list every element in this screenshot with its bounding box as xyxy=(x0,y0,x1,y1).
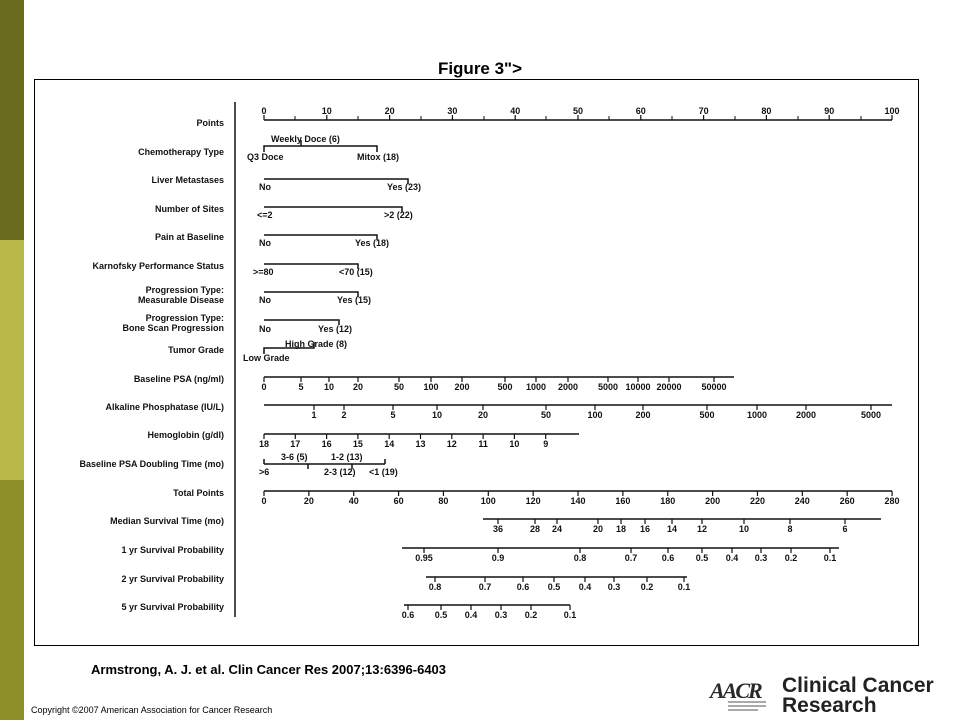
hgb-tick-label: 12 xyxy=(446,439,457,449)
scale-ticks xyxy=(259,106,900,620)
label-progression-measurable-1: Progression Type: xyxy=(145,285,224,295)
total-tick-label: 260 xyxy=(839,496,855,506)
yr1-tick-label: 0.2 xyxy=(784,553,798,563)
points-tick-label: 100 xyxy=(884,106,900,116)
points-tick-label: 40 xyxy=(510,106,521,116)
label-hemoglobin: Hemoglobin (g/dl) xyxy=(147,430,224,440)
points-tick-label: 10 xyxy=(321,106,332,116)
hgb-tick-label: 16 xyxy=(321,439,332,449)
label-5yr-survival: 5 yr Survival Probability xyxy=(121,602,224,612)
psa-tick-label: 200 xyxy=(454,382,470,392)
points-tick-label: 60 xyxy=(635,106,646,116)
psa-tick-label: 0 xyxy=(261,382,267,392)
psa-tick-label: 20 xyxy=(352,382,364,392)
yr5-tick-label: 0.1 xyxy=(563,610,577,620)
aacr-logo-icon xyxy=(708,674,770,718)
alk-tick-label: 200 xyxy=(635,410,651,420)
sites-gt2: >2 (22) xyxy=(384,210,413,220)
points-tick-label: 30 xyxy=(447,106,458,116)
alk-tick-label: 1000 xyxy=(746,410,768,420)
psa-tick-label: 5 xyxy=(298,382,304,392)
median-tick-label: 8 xyxy=(787,524,793,534)
yr2-tick-label: 0.8 xyxy=(428,582,442,592)
label-pain: Pain at Baseline xyxy=(154,232,224,242)
slide-title: Figure 3"> xyxy=(437,59,523,78)
total-tick-label: 40 xyxy=(348,496,359,506)
measurable-no: No xyxy=(259,295,271,305)
median-tick-label: 36 xyxy=(492,524,504,534)
label-total-points: Total Points xyxy=(173,488,224,498)
yr2-tick-label: 0.4 xyxy=(578,582,592,592)
alk-tick-label: 50 xyxy=(540,410,552,420)
copyright-notice: Copyright ©2007 American Association for Cancer Research xyxy=(31,705,273,715)
yr1-tick-label: 0.6 xyxy=(661,553,675,563)
total-tick-label: 80 xyxy=(438,496,449,506)
yr1-tick-label: 0.3 xyxy=(754,553,768,563)
psadt-lt1: <1 (19) xyxy=(369,467,398,477)
bone-scan-no: No xyxy=(259,324,271,334)
yr1-tick-label: 0.5 xyxy=(695,553,709,563)
points-tick-label: 80 xyxy=(761,106,772,116)
label-alkaline-phosphatase: Alkaline Phosphatase (IU/L) xyxy=(105,402,224,412)
accent-stripe-middle xyxy=(0,240,24,480)
median-tick-label: 16 xyxy=(639,524,651,534)
sites-le2: <=2 xyxy=(257,210,273,220)
yr2-tick-label: 0.1 xyxy=(677,582,691,592)
median-tick-label: 10 xyxy=(738,524,750,534)
points-tick-label: 0 xyxy=(261,106,267,116)
yr2-tick-label: 0.7 xyxy=(478,582,492,592)
alk-tick-label: 2 xyxy=(341,410,347,420)
grade-low: Low Grade xyxy=(243,353,290,363)
category-labels xyxy=(243,134,421,477)
median-tick-label: 28 xyxy=(529,524,541,534)
total-tick-label: 280 xyxy=(884,496,900,506)
row-labels xyxy=(79,118,224,612)
psadt-1-2: 1-2 (13) xyxy=(331,452,363,462)
hgb-tick-label: 13 xyxy=(415,439,426,449)
label-progression-bone-2: Bone Scan Progression xyxy=(122,323,224,333)
label-baseline-psa: Baseline PSA (ng/ml) xyxy=(133,374,224,384)
total-tick-label: 100 xyxy=(480,496,496,506)
grade-high: High Grade (8) xyxy=(285,339,348,349)
total-tick-label: 120 xyxy=(525,496,541,506)
psadt-2-3: 2-3 (12) xyxy=(324,467,356,477)
liver-no: No xyxy=(259,182,271,192)
yr5-tick-label: 0.5 xyxy=(434,610,448,620)
psa-tick-label: 10000 xyxy=(625,382,651,392)
psadt-3-6: 3-6 (5) xyxy=(281,452,308,462)
psa-tick-label: 100 xyxy=(423,382,439,392)
bone-scan-yes: Yes (12) xyxy=(318,324,353,334)
points-tick-label: 70 xyxy=(698,106,709,116)
label-karnofsky: Karnofsky Performance Status xyxy=(92,261,224,271)
hgb-tick-label: 11 xyxy=(478,439,488,449)
total-tick-label: 240 xyxy=(794,496,810,506)
nomogram xyxy=(35,80,918,645)
label-2yr-survival: 2 yr Survival Probability xyxy=(121,574,224,584)
alk-tick-label: 10 xyxy=(431,410,443,420)
label-tumor-grade: Tumor Grade xyxy=(168,345,224,355)
psa-tick-label: 10 xyxy=(323,382,335,392)
chemo-weekly-doce: Weekly Doce (6) xyxy=(271,134,340,144)
pain-yes: Yes (18) xyxy=(355,238,390,248)
hgb-tick-label: 15 xyxy=(352,439,363,449)
yr1-tick-label: 0.1 xyxy=(823,553,837,563)
alk-tick-label: 100 xyxy=(587,410,603,420)
median-tick-label: 14 xyxy=(666,524,678,534)
yr5-tick-label: 0.2 xyxy=(524,610,538,620)
hgb-tick-label: 10 xyxy=(509,439,520,449)
yr1-tick-label: 0.7 xyxy=(624,553,638,563)
median-tick-label: 12 xyxy=(696,524,708,534)
median-tick-label: 18 xyxy=(615,524,627,534)
median-tick-label: 20 xyxy=(592,524,604,534)
alk-tick-label: 2000 xyxy=(795,410,817,420)
label-median-survival: Median Survival Time (mo) xyxy=(110,516,224,526)
chemo-q3-doce: Q3 Doce xyxy=(247,152,284,162)
aacr-logo-text: AACR xyxy=(710,678,761,703)
label-progression-measurable-2: Measurable Disease xyxy=(137,295,224,305)
alk-tick-label: 5 xyxy=(390,410,396,420)
hgb-tick-label: 18 xyxy=(258,439,270,449)
total-tick-label: 200 xyxy=(705,496,721,506)
psa-tick-label: 50000 xyxy=(701,382,727,392)
psa-tick-label: 20000 xyxy=(656,382,682,392)
citation: Armstrong, A. J. et al. Clin Cancer Res 2007;13:6396-6403 xyxy=(91,662,447,677)
yr5-tick-label: 0.4 xyxy=(464,610,478,620)
label-chemo-type: Chemotherapy Type xyxy=(138,147,224,157)
psadt-gt6: >6 xyxy=(259,467,270,477)
yr2-tick-label: 0.2 xyxy=(640,582,654,592)
psa-tick-label: 1000 xyxy=(525,382,547,392)
figure-frame xyxy=(34,79,919,646)
label-points: Points xyxy=(196,118,224,128)
karnofsky-ge80: >=80 xyxy=(253,267,274,277)
yr2-tick-label: 0.6 xyxy=(516,582,530,592)
chemo-mitox: Mitox (18) xyxy=(357,152,400,162)
label-psa-doubling-time: Baseline PSA Doubling Time (mo) xyxy=(79,459,224,469)
yr1-tick-label: 0.8 xyxy=(573,553,587,563)
yr2-tick-label: 0.5 xyxy=(547,582,561,592)
label-progression-bone-1: Progression Type: xyxy=(145,313,224,323)
total-tick-label: 0 xyxy=(261,496,267,506)
yr5-tick-label: 0.3 xyxy=(494,610,508,620)
hgb-tick-label: 14 xyxy=(384,439,395,449)
hgb-tick-label: 17 xyxy=(290,439,301,449)
median-tick-label: 24 xyxy=(551,524,563,534)
psa-tick-label: 500 xyxy=(497,382,513,392)
total-tick-label: 160 xyxy=(615,496,631,506)
alk-tick-label: 20 xyxy=(477,410,489,420)
label-1yr-survival: 1 yr Survival Probability xyxy=(121,545,224,555)
pain-no: No xyxy=(259,238,271,248)
label-liver-metastases: Liver Metastases xyxy=(151,175,224,185)
yr2-tick-label: 0.3 xyxy=(607,582,621,592)
accent-stripe-top xyxy=(0,0,24,240)
accent-stripe-bottom xyxy=(0,480,24,720)
total-tick-label: 180 xyxy=(660,496,676,506)
psa-tick-label: 2000 xyxy=(557,382,579,392)
sites-axis xyxy=(264,207,402,212)
karnofsky-lt70: <70 (15) xyxy=(339,267,373,277)
psa-tick-label: 50 xyxy=(393,382,405,392)
total-tick-label: 60 xyxy=(393,496,404,506)
total-tick-label: 220 xyxy=(749,496,765,506)
yr1-tick-label: 0.4 xyxy=(725,553,739,563)
label-number-of-sites: Number of Sites xyxy=(154,204,224,214)
median-tick-label: 6 xyxy=(842,524,848,534)
alk-tick-label: 1 xyxy=(311,410,317,420)
yr1-tick-label: 0.95 xyxy=(415,553,433,563)
axis-lines xyxy=(264,120,892,605)
psa-tick-label: 5000 xyxy=(597,382,619,392)
hgb-tick-label: 9 xyxy=(543,439,549,449)
journal-name: Clinical Cancer Research xyxy=(782,674,934,717)
alk-tick-label: 500 xyxy=(699,410,715,420)
measurable-yes: Yes (15) xyxy=(337,295,372,305)
yr1-tick-label: 0.9 xyxy=(491,553,505,563)
points-tick-label: 50 xyxy=(572,106,584,116)
yr5-tick-label: 0.6 xyxy=(401,610,415,620)
total-tick-label: 140 xyxy=(570,496,586,506)
points-tick-label: 20 xyxy=(384,106,395,116)
total-tick-label: 20 xyxy=(303,496,314,506)
alk-tick-label: 5000 xyxy=(860,410,882,420)
liver-yes: Yes (23) xyxy=(387,182,422,192)
points-tick-label: 90 xyxy=(824,106,835,116)
journal-logo xyxy=(708,674,948,718)
